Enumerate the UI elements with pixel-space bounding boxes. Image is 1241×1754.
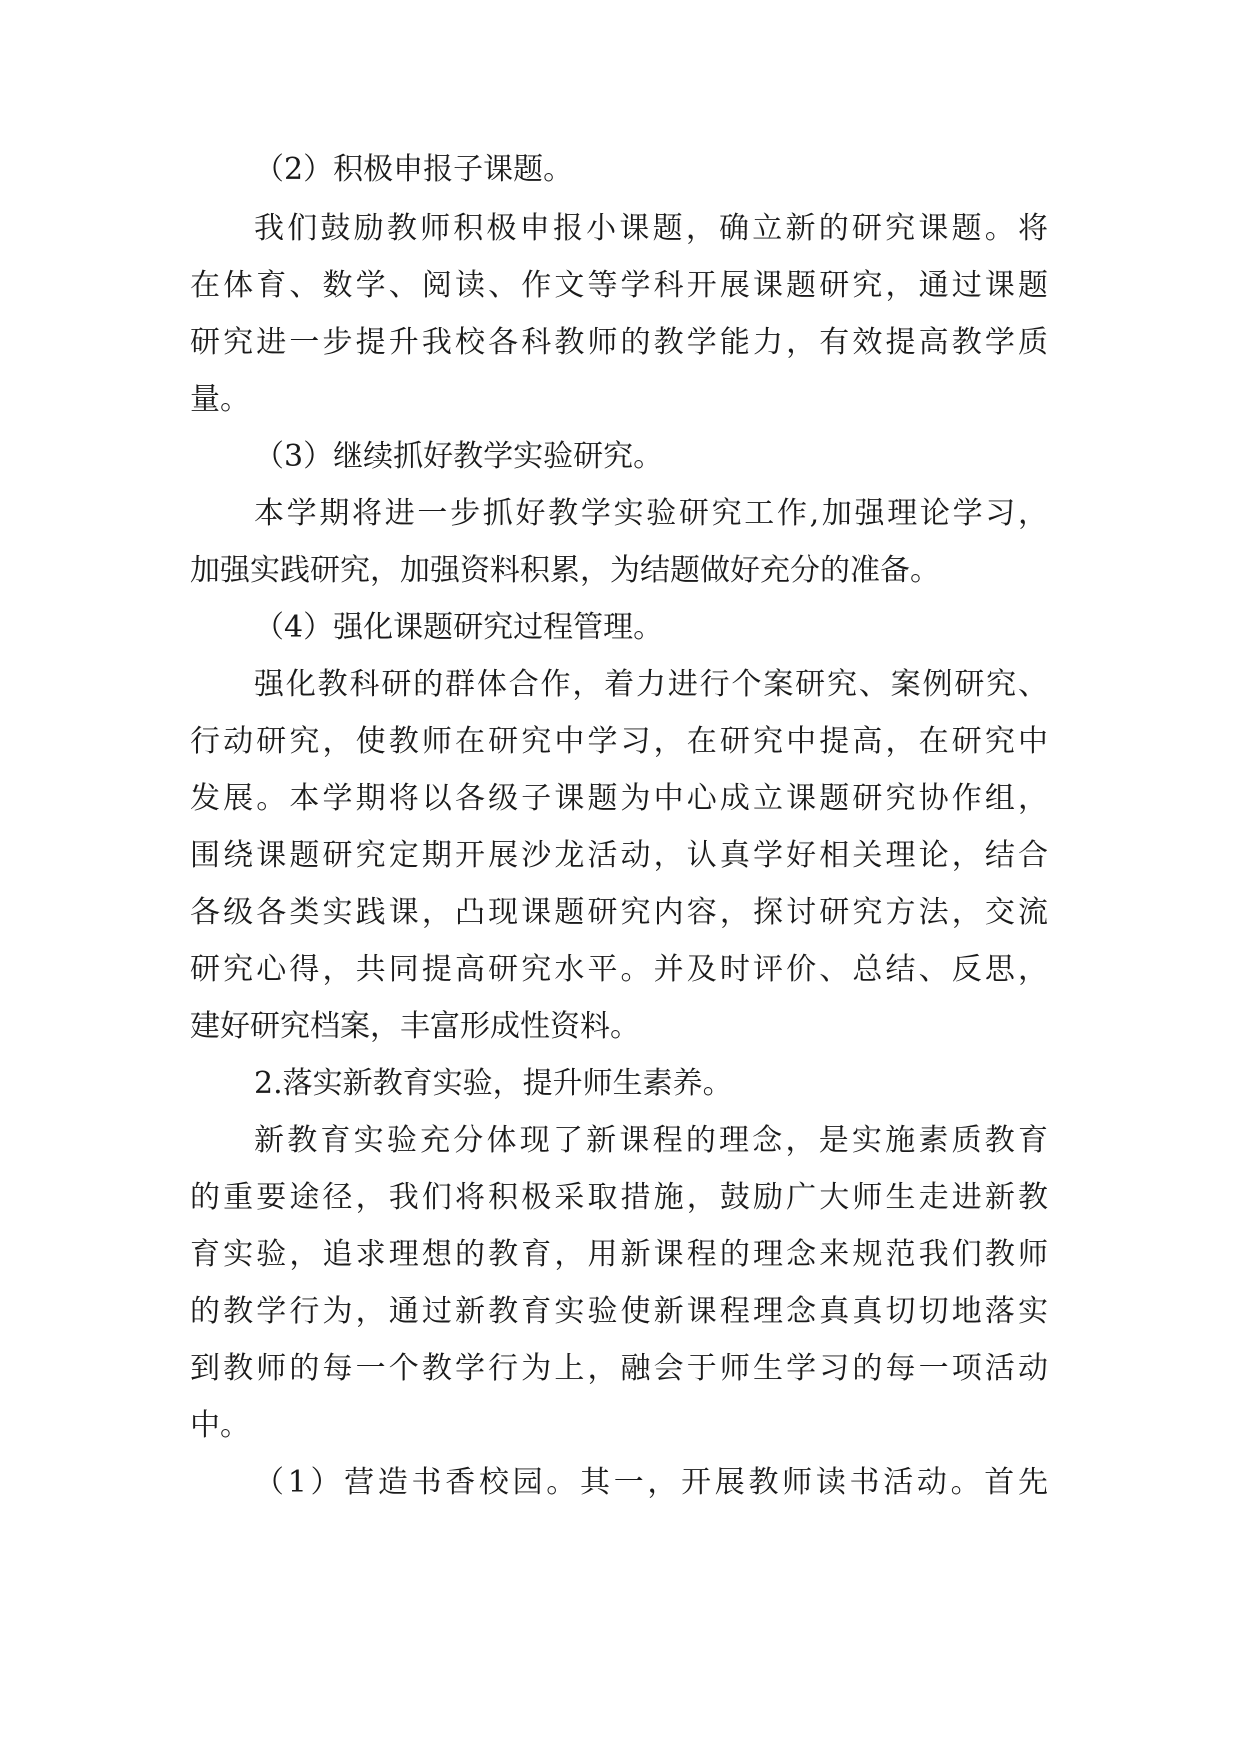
subheading-4: （4）强化课题研究过程管理。 — [254, 610, 664, 645]
paragraph-line: 研究进一步提升我校各科教师的教学能力，有效提高教学质 — [190, 325, 1048, 360]
paragraph-line: 发展。本学期将以各级子课题为中心成立课题研究协作组， — [190, 781, 1048, 816]
paragraph-line: 到教师的每一个教学行为上，融会于师生学习的每一项活动 — [190, 1351, 1048, 1386]
subheading-3: （3）继续抓好教学实验研究。 — [254, 439, 664, 474]
paragraph-line: 加强实践研究，加强资料积累，为结题做好充分的准备。 — [190, 553, 940, 588]
paragraph-line: 建好研究档案，丰富形成性资料。 — [190, 1009, 640, 1044]
subheading-2: （2）积极申报子课题。 — [254, 152, 574, 187]
paragraph-line: 育实验，追求理想的教育，用新课程的理念来规范我们教师 — [190, 1237, 1048, 1272]
paragraph-line: 在体育、数学、阅读、作文等学科开展课题研究，通过课题 — [190, 268, 1048, 303]
paragraph-line: 的教学行为，通过新教育实验使新课程理念真真切切地落实 — [190, 1294, 1048, 1329]
paragraph-line: 的重要途径，我们将积极采取措施，鼓励广大师生走进新教 — [190, 1180, 1048, 1215]
paragraph-line: 我们鼓励教师积极申报小课题，确立新的研究课题。将 — [254, 211, 1048, 246]
paragraph-line: 行动研究，使教师在研究中学习，在研究中提高，在研究中 — [190, 724, 1048, 759]
paragraph-line: 各级各类实践课，凸现课题研究内容，探讨研究方法，交流 — [190, 895, 1048, 930]
paragraph-line: 强化教科研的群体合作，着力进行个案研究、案例研究、 — [254, 667, 1048, 702]
paragraph-line: 本学期将进一步抓好教学实验研究工作,加强理论学习， — [254, 496, 1048, 531]
paragraph-line: 中。 — [190, 1408, 250, 1443]
paragraph-line: 量。 — [190, 382, 250, 417]
section-heading-2: 2.落实新教育实验，提升师生素养。 — [254, 1066, 733, 1101]
paragraph-line: 研究心得，共同提高研究水平。并及时评价、总结、反思， — [190, 952, 1048, 987]
paragraph-line: （1）营造书香校园。其一，开展教师读书活动。首先 — [254, 1465, 1048, 1500]
paragraph-line: 新教育实验充分体现了新课程的理念，是实施素质教育 — [254, 1123, 1048, 1158]
paragraph-line: 围绕课题研究定期开展沙龙活动，认真学好相关理论，结合 — [190, 838, 1048, 873]
